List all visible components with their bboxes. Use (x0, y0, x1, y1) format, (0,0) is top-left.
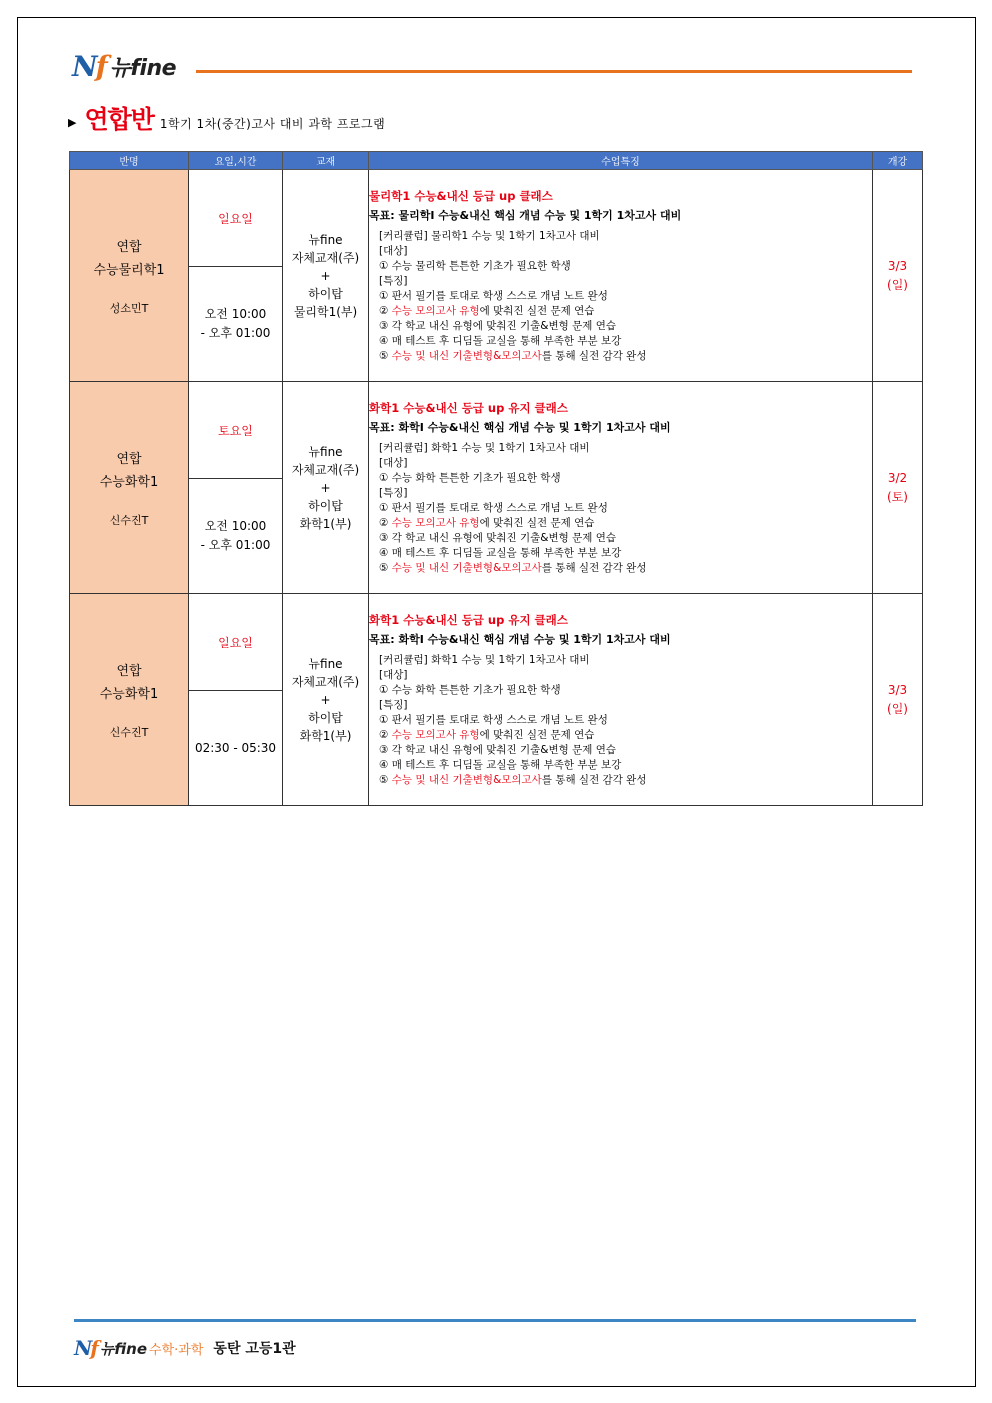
feature-item (379, 546, 872, 561)
feature-item-text: ① 수능 화학 튼튼한 기초가 필요한 학생 (379, 472, 561, 484)
class-name-line1: 연합 (116, 663, 142, 679)
day-cell: 토요일 (189, 382, 283, 479)
feature-item-text: 에 맞춰진 실전 문제 연습 (479, 729, 595, 741)
start-date-cell (873, 382, 923, 594)
feature-goal: 목표: 화학Ⅰ 수능&내신 핵심 개념 수능 및 1학기 1차고사 대비 (369, 421, 671, 434)
feature-item (379, 713, 872, 728)
textbook-cell (283, 170, 369, 382)
feature-item (379, 683, 872, 698)
table-row (70, 382, 923, 479)
textbook-cell (283, 594, 369, 806)
header-class: 반명 (70, 152, 189, 170)
footer-logo (74, 1336, 296, 1360)
feature-item-text: 수능 및 내신 기출변형&모의고사 (391, 774, 542, 786)
feature-item (379, 486, 872, 501)
table-row (70, 594, 923, 691)
day-cell: 일요일 (189, 170, 283, 267)
day-cell: 일요일 (189, 594, 283, 691)
start-weekday: (일) (887, 701, 908, 716)
textbook-line: + (320, 692, 331, 707)
textbook-line: 하이탑 (308, 286, 343, 301)
textbook-line: 하이탑 (308, 710, 343, 725)
feature-item (379, 289, 872, 304)
feature-item-text: 수능 모의고사 유형 (391, 729, 480, 741)
feature-item (379, 516, 872, 531)
start-weekday: (일) (887, 277, 908, 292)
feature-goal: 목표: 물리학Ⅰ 수능&내신 핵심 개념 수능 및 1학기 1차고사 대비 (369, 209, 682, 222)
feature-item-text: 를 통해 실전 감각 완성 (541, 350, 647, 362)
feature-item-text: ⑤ (379, 350, 392, 362)
class-teacher: 신수진T (109, 513, 149, 527)
header-divider (196, 70, 912, 73)
feature-title: 화학1 수능&내신 등급 up 유지 클래스 (369, 401, 568, 415)
feature-item-text: ④ 매 테스트 후 디딤돌 교실을 통해 부족한 부분 보강 (379, 335, 622, 347)
footer-branch: 동탄 고등1관 (213, 1341, 296, 1357)
class-teacher: 성소민T (109, 301, 149, 315)
footer-logo-mark: Nf (74, 1336, 97, 1360)
feature-item-text: ④ 매 테스트 후 디딤돌 교실을 통해 부족한 부분 보강 (379, 547, 622, 559)
start-date: 3/3 (887, 258, 908, 273)
feature-item-text: [특징] (379, 699, 408, 711)
textbook-line: 자체교재(주) (291, 250, 360, 265)
feature-item (379, 456, 872, 471)
schedule-table (69, 151, 923, 806)
start-date-cell (873, 170, 923, 382)
footer-divider (74, 1319, 916, 1322)
table-row (70, 170, 923, 267)
start-weekday: (토) (887, 489, 908, 504)
class-name-line2: 수능화학1 (99, 474, 159, 490)
header-features: 수업특징 (369, 152, 873, 170)
time-line2: - 오후 01:00 (200, 538, 271, 552)
footer-logo-sub: 수학·과학 (149, 1342, 204, 1358)
time-line1: 오전 10:00 (204, 307, 267, 321)
feature-item-text: [특징] (379, 487, 408, 499)
textbook-cell (283, 382, 369, 594)
feature-item (379, 653, 872, 668)
feature-item-text: [대상] (379, 457, 408, 469)
start-date-cell (873, 594, 923, 806)
time-cell (189, 267, 283, 382)
features-cell (369, 594, 873, 806)
feature-item-text: ① 수능 물리학 튼튼한 기초가 필요한 학생 (379, 260, 571, 272)
feature-item (379, 758, 872, 773)
textbook-line: 화학1(부) (299, 728, 352, 743)
feature-item-text: 수능 및 내신 기출변형&모의고사 (391, 562, 542, 574)
feature-item (379, 441, 872, 456)
start-date: 3/3 (887, 682, 908, 697)
class-cell (70, 382, 189, 594)
feature-item (379, 334, 872, 349)
logo-mark: Nf (72, 49, 106, 83)
feature-item-text: [커리큘럼] 화학1 수능 및 1학기 1차고사 대비 (379, 654, 590, 666)
section-subtitle: 1학기 1차(중간)고사 대비 과학 프로그램 (159, 117, 386, 131)
time-line1: 오전 10:00 (204, 519, 267, 533)
feature-item-text: 에 맞춰진 실전 문제 연습 (479, 305, 595, 317)
feature-item-text: 에 맞춰진 실전 문제 연습 (479, 517, 595, 529)
class-name-line2: 수능화학1 (99, 686, 159, 702)
feature-item (379, 274, 872, 289)
feature-item (379, 349, 872, 364)
logo-name: 뉴fine (109, 55, 177, 81)
feature-item-text: ④ 매 테스트 후 디딤돌 교실을 통해 부족한 부분 보강 (379, 759, 622, 771)
feature-item (379, 728, 872, 743)
feature-item (379, 501, 872, 516)
class-name-line2: 수능물리학1 (93, 262, 165, 278)
class-cell (70, 594, 189, 806)
feature-item (379, 259, 872, 274)
textbook-line: 뉴fine (308, 656, 343, 671)
feature-item-text: 수능 및 내신 기출변형&모의고사 (391, 350, 542, 362)
feature-item-text: 수능 모의고사 유형 (391, 305, 480, 317)
textbook-line: 뉴fine (308, 444, 343, 459)
textbook-line: 자체교재(주) (291, 674, 360, 689)
feature-item-text: ② (379, 517, 392, 529)
time-line2: - 오후 01:00 (200, 326, 271, 340)
feature-item-text: ⑤ (379, 774, 392, 786)
textbook-line: 화학1(부) (299, 516, 352, 531)
feature-list (369, 229, 872, 364)
header-textbook: 교재 (283, 152, 369, 170)
feature-item (379, 773, 872, 788)
feature-item (379, 244, 872, 259)
class-name-line1: 연합 (116, 451, 142, 467)
section-title-main: 연합반 (84, 105, 154, 134)
feature-title: 화학1 수능&내신 등급 up 유지 클래스 (369, 613, 568, 627)
feature-list (369, 653, 872, 788)
feature-item (379, 319, 872, 334)
features-cell (369, 170, 873, 382)
feature-item (379, 531, 872, 546)
feature-item-text: [특징] (379, 275, 408, 287)
feature-item-text: [대상] (379, 245, 408, 257)
textbook-line: 뉴fine (308, 232, 343, 247)
header-start: 개강 (873, 152, 923, 170)
feature-item-text: ⑤ (379, 562, 392, 574)
feature-item-text: [대상] (379, 669, 408, 681)
header-logo (72, 48, 176, 84)
feature-item-text: ② (379, 305, 392, 317)
feature-item-text: ③ 각 학교 내신 유형에 맞춰진 기출&변형 문제 연습 (379, 744, 617, 756)
textbook-line: 하이탑 (308, 498, 343, 513)
feature-item-text: 수능 모의고사 유형 (391, 517, 480, 529)
feature-item (379, 743, 872, 758)
footer-logo-name: 뉴fine (99, 1339, 148, 1358)
feature-item (379, 229, 872, 244)
textbook-line: 자체교재(주) (291, 462, 360, 477)
header-day-time: 요일,시간 (189, 152, 283, 170)
feature-item-text: ① 판서 필기를 토대로 학생 스스로 개념 노트 완성 (379, 714, 608, 726)
feature-title: 물리학1 수능&내신 등급 up 클래스 (369, 189, 553, 203)
class-cell (70, 170, 189, 382)
feature-item (379, 304, 872, 319)
textbook-line: + (320, 268, 331, 283)
section-title (68, 100, 385, 136)
feature-list (369, 441, 872, 576)
feature-item-text: [커리큘럼] 물리학1 수능 및 1학기 1차고사 대비 (379, 230, 600, 242)
feature-item-text: ① 판서 필기를 토대로 학생 스스로 개념 노트 완성 (379, 290, 608, 302)
time-cell (189, 691, 283, 806)
feature-item-text: 를 통해 실전 감각 완성 (541, 562, 647, 574)
feature-item-text: ③ 각 학교 내신 유형에 맞춰진 기출&변형 문제 연습 (379, 320, 617, 332)
class-teacher: 신수진T (109, 725, 149, 739)
features-cell (369, 382, 873, 594)
feature-item-text: ① 수능 화학 튼튼한 기초가 필요한 학생 (379, 684, 561, 696)
feature-item-text: 를 통해 실전 감각 완성 (541, 774, 647, 786)
table-header-row (70, 152, 923, 170)
feature-item-text: ① 판서 필기를 토대로 학생 스스로 개념 노트 완성 (379, 502, 608, 514)
triangle-bullet-icon: ▶ (68, 116, 77, 129)
feature-item-text: ③ 각 학교 내신 유형에 맞춰진 기출&변형 문제 연습 (379, 532, 617, 544)
time-cell (189, 479, 283, 594)
feature-goal: 목표: 화학Ⅰ 수능&내신 핵심 개념 수능 및 1학기 1차고사 대비 (369, 633, 671, 646)
feature-item (379, 668, 872, 683)
textbook-line: + (320, 480, 331, 495)
feature-item (379, 471, 872, 486)
start-date: 3/2 (887, 470, 908, 485)
feature-item (379, 698, 872, 713)
class-name-line1: 연합 (116, 239, 142, 255)
feature-item-text: [커리큘럼] 화학1 수능 및 1학기 1차고사 대비 (379, 442, 590, 454)
textbook-line: 물리학1(부) (293, 304, 358, 319)
feature-item-text: ② (379, 729, 392, 741)
feature-item (379, 561, 872, 576)
time-line1: 02:30 - 05:30 (194, 740, 277, 755)
